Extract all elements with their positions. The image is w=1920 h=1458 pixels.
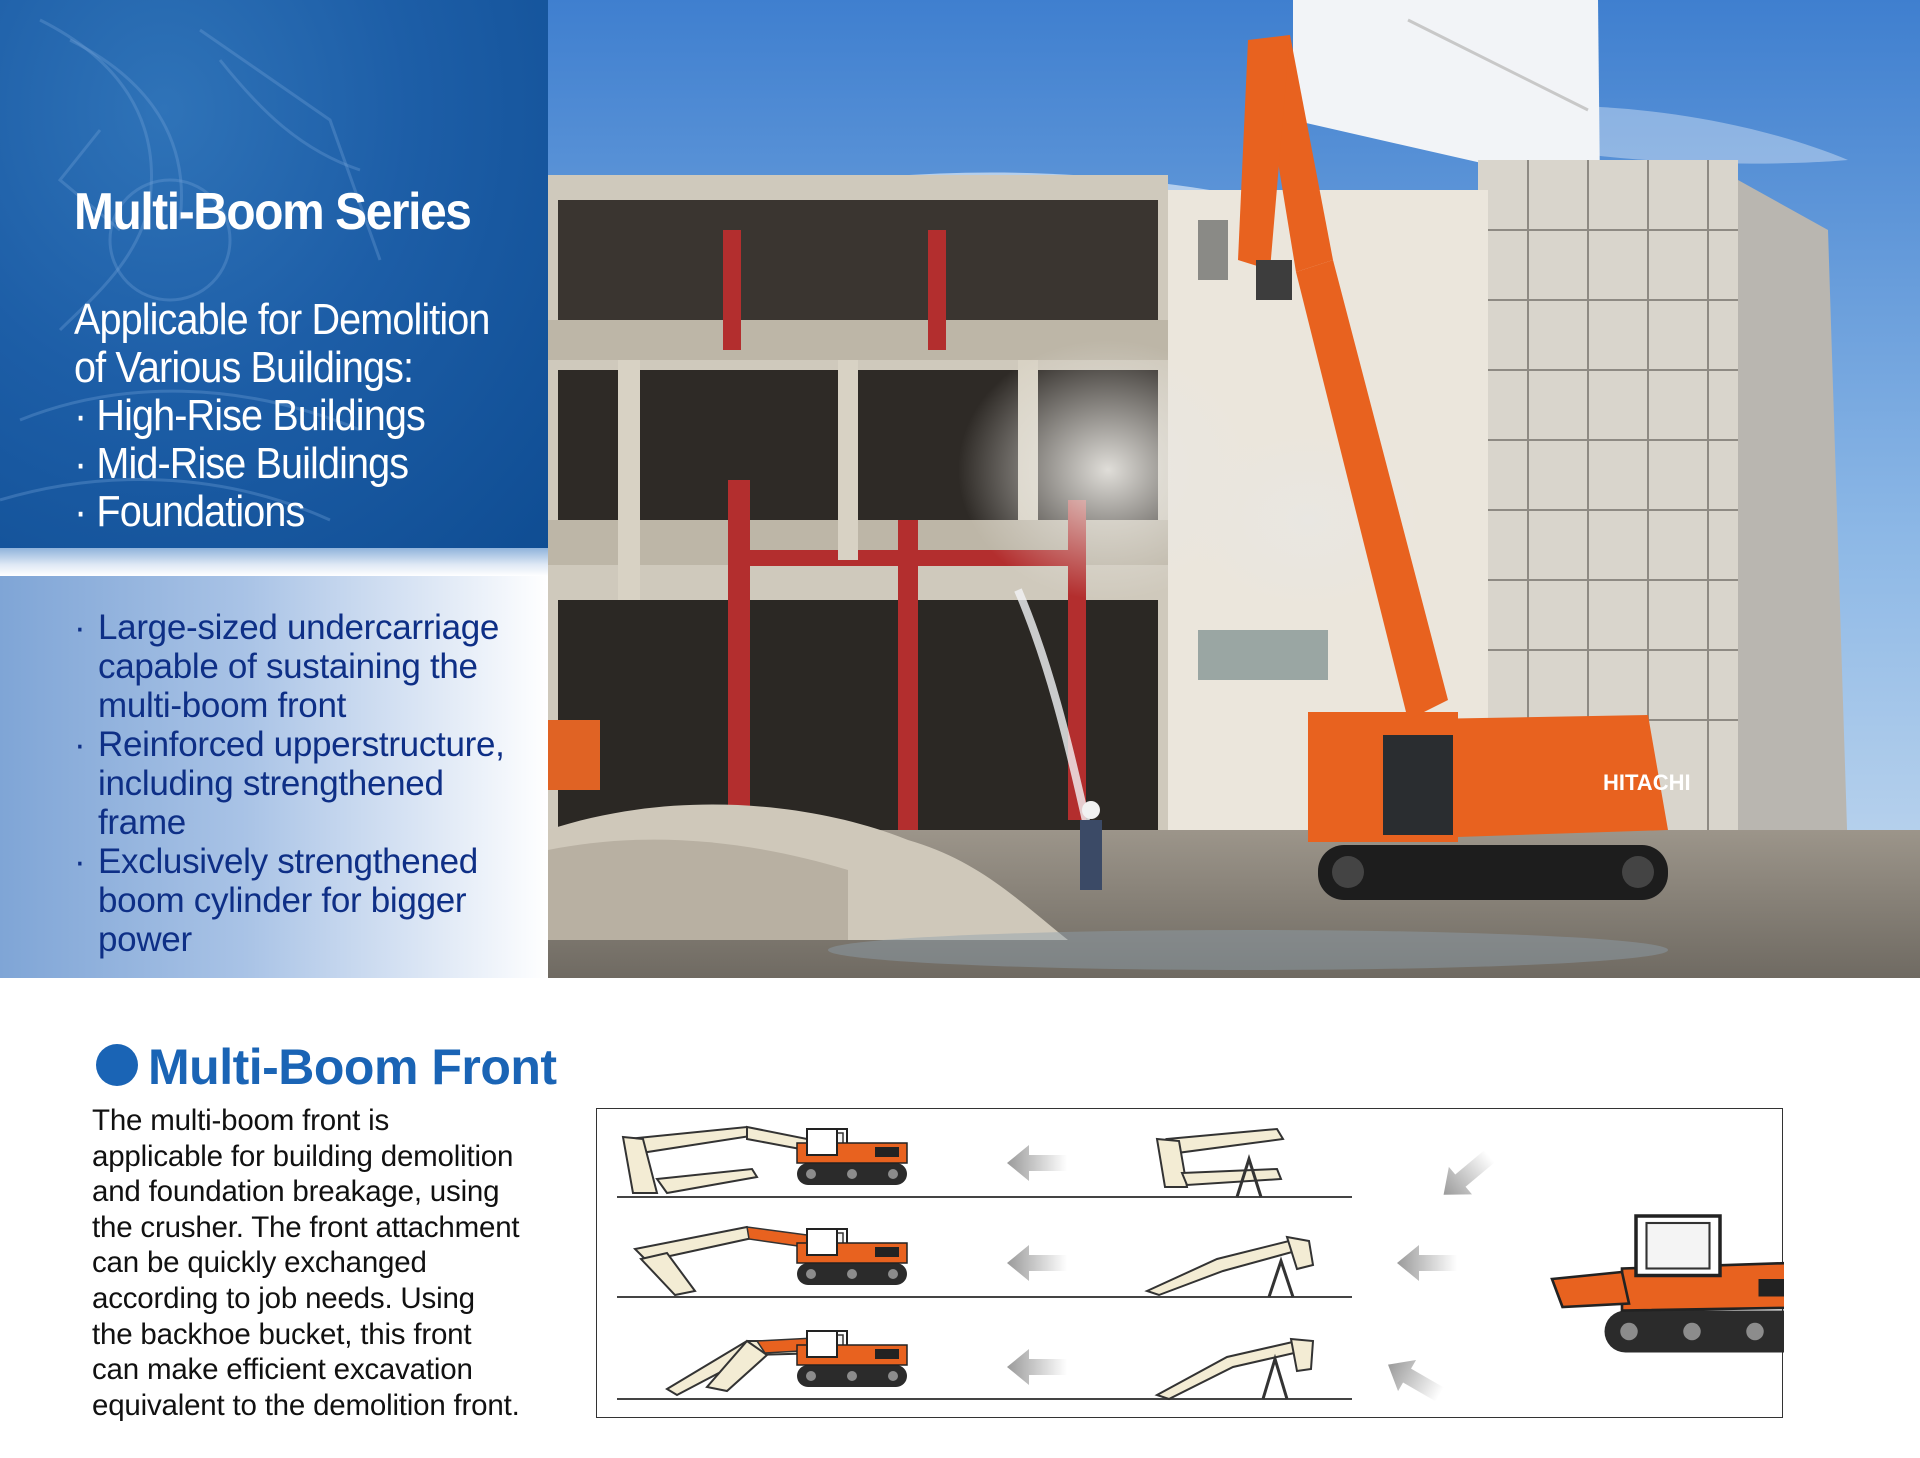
banner-left-panel bbox=[0, 0, 548, 978]
applicable-line-2: of Various Buildings: bbox=[74, 343, 414, 392]
heading-bullet-icon bbox=[96, 1044, 138, 1086]
applicable-line-1: Applicable for Demolition bbox=[74, 295, 490, 344]
multi-boom-demolition-config bbox=[623, 1127, 907, 1193]
feature-item: · Reinforced upperstructure, including strengthened frame bbox=[74, 725, 505, 842]
exchange-arrow-icon bbox=[1379, 1349, 1449, 1410]
series-title: Multi-Boom Series bbox=[74, 183, 471, 241]
building-type-item: · Foundations bbox=[74, 487, 305, 536]
exchange-arrow-icon bbox=[1397, 1245, 1457, 1281]
feature-item: · Exclusively strengthened boom cylinder for bigger power bbox=[74, 842, 478, 959]
description-line: can make efficient excavation bbox=[92, 1353, 473, 1387]
description-line: and foundation breakage, using bbox=[92, 1175, 500, 1209]
features-list bbox=[74, 608, 505, 959]
exchange-arrow-icon bbox=[1007, 1145, 1067, 1181]
demolition-photo bbox=[548, 0, 1920, 978]
description-line: can be quickly exchanged bbox=[92, 1246, 427, 1280]
exchange-arrow-icon bbox=[1007, 1245, 1067, 1281]
description-line: The multi-boom front is bbox=[92, 1104, 390, 1137]
description-line: the backhoe bucket, this front bbox=[92, 1317, 472, 1351]
machine-brand-label: HITACHI bbox=[1603, 770, 1691, 795]
features-panel bbox=[0, 576, 548, 978]
stand-standard-front bbox=[1147, 1237, 1313, 1297]
feature-item: · Large-sized undercarriage capable of sustaining the multi-boom front bbox=[74, 608, 500, 725]
description-line: equivalent to the demolition front. bbox=[92, 1388, 520, 1422]
backhoe-bucket-config bbox=[667, 1331, 907, 1395]
section-title: Multi-Boom Front bbox=[148, 1039, 557, 1095]
building-type-item: · Mid-Rise Buildings bbox=[74, 439, 409, 488]
description-line: the crusher. The front attachment bbox=[92, 1210, 520, 1244]
applicable-text bbox=[74, 296, 490, 536]
description-line: according to job needs. Using bbox=[92, 1281, 475, 1315]
description-line: applicable for building demolition bbox=[92, 1139, 514, 1173]
building-type-item: · High-Rise Buildings bbox=[74, 391, 425, 440]
divider-band bbox=[0, 548, 548, 576]
exchange-arrow-icon bbox=[1007, 1349, 1067, 1385]
section-description bbox=[92, 1103, 592, 1423]
front-attachment-diagram bbox=[596, 1108, 1783, 1418]
exchange-arrow-icon bbox=[1432, 1142, 1501, 1208]
attachment-exchange-illustration bbox=[597, 1109, 1784, 1419]
multi-boom-standard-config bbox=[635, 1227, 907, 1295]
base-machine bbox=[1552, 1216, 1784, 1353]
stand-backhoe-front bbox=[1157, 1339, 1313, 1399]
series-panel bbox=[0, 0, 548, 548]
stand-demolition-front bbox=[1157, 1129, 1283, 1197]
